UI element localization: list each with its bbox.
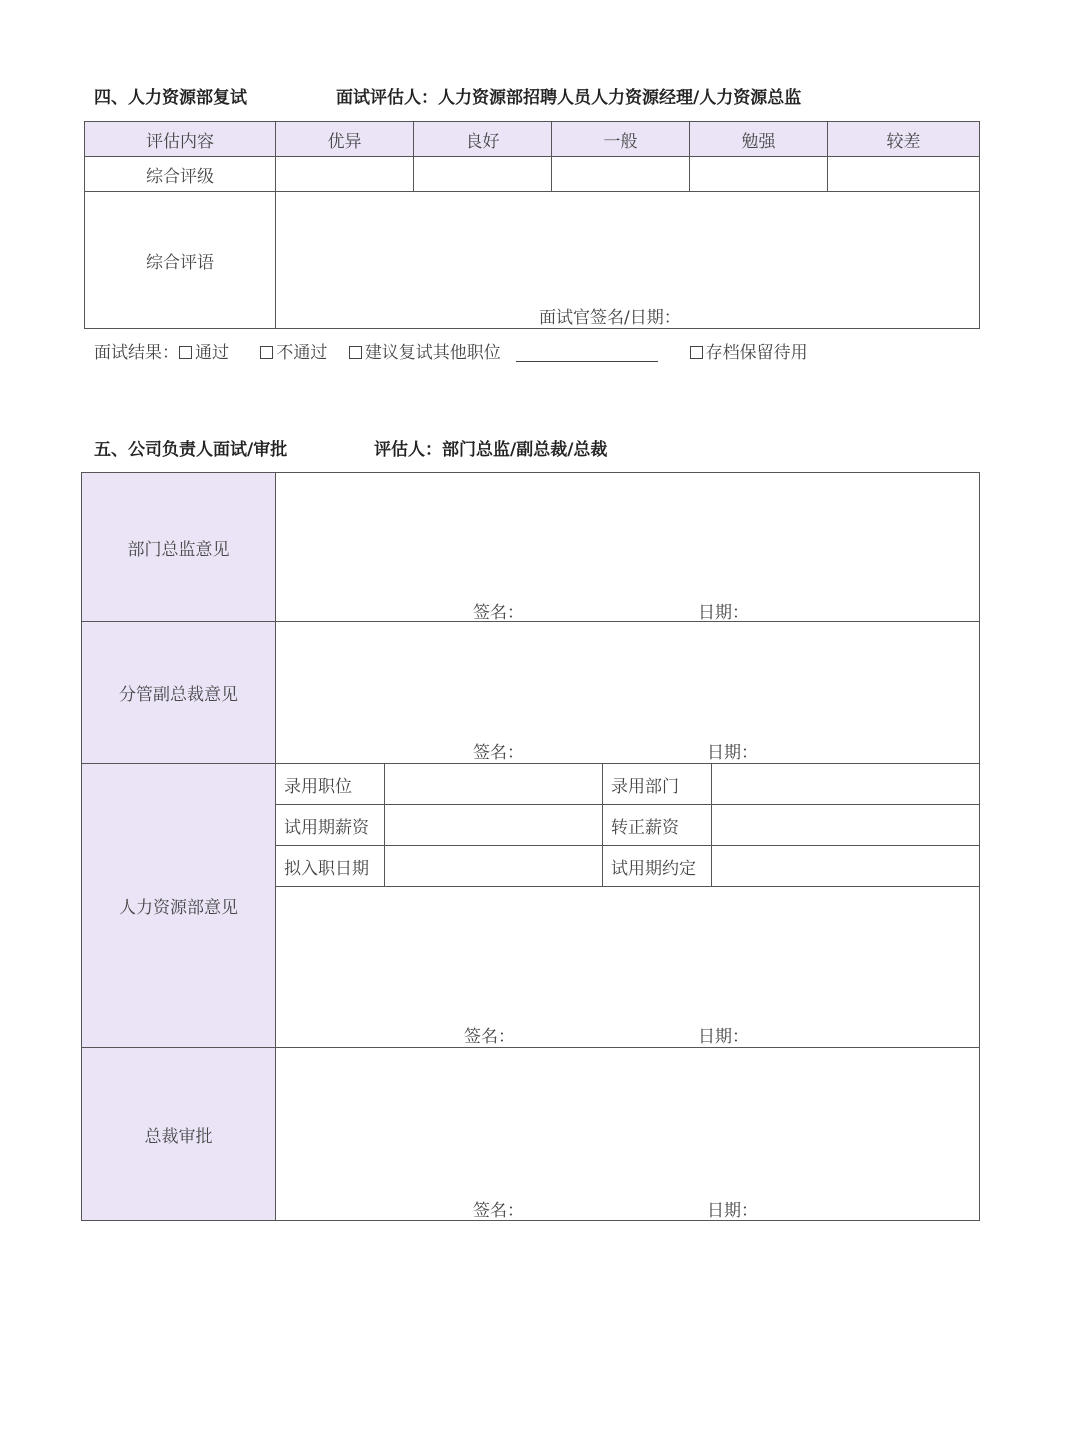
probation-terms-field[interactable] — [712, 846, 980, 887]
regular-salary-label: 转正薪资 — [603, 805, 712, 846]
section5-table — [81, 472, 980, 1221]
level-excellent: 优异 — [276, 122, 414, 157]
probation-salary-label: 试用期薪资 — [276, 805, 385, 846]
other-position-blank[interactable] — [516, 345, 658, 362]
rating-cell-average[interactable] — [552, 157, 690, 192]
section4-title: 四、人力资源部复试 — [94, 88, 247, 108]
option-other-position[interactable]: 建议复试其他职位 — [349, 338, 501, 363]
rating-cell-fair[interactable] — [690, 157, 828, 192]
eval-content-label: 评估内容 — [85, 122, 276, 157]
date-label: 日期： — [698, 1027, 749, 1047]
department-label: 录用部门 — [603, 764, 712, 805]
comment-field[interactable] — [276, 192, 980, 329]
section4-evaluator: 面试评估人：人力资源部招聘人员人力资源经理/人力资源总监 — [336, 88, 802, 108]
vp-label: 分管副总裁意见 — [82, 622, 276, 764]
rating-row — [85, 157, 980, 192]
checkbox-icon[interactable] — [690, 346, 703, 359]
vp-row — [82, 622, 980, 764]
sign-label: 签名： — [473, 1201, 524, 1221]
sign-label: 签名： — [473, 743, 524, 763]
comment-label: 综合评语 — [85, 192, 276, 329]
dept-director-row — [82, 473, 980, 622]
header-row — [85, 122, 980, 157]
interview-result-row — [94, 338, 808, 363]
hr-label: 人力资源部意见 — [82, 764, 276, 1048]
checkbox-icon[interactable] — [349, 346, 362, 359]
start-date-field[interactable] — [385, 846, 603, 887]
start-date-label: 拟入职日期 — [276, 846, 385, 887]
ceo-row — [82, 1048, 980, 1221]
section5-title: 五、公司负责人面试/审批 — [94, 440, 288, 460]
interviewer-signature-label: 面试官签名/日期： — [539, 308, 681, 328]
rating-cell-poor[interactable] — [828, 157, 980, 192]
checkbox-icon[interactable] — [260, 346, 273, 359]
rating-cell-excellent[interactable] — [276, 157, 414, 192]
level-average: 一般 — [552, 122, 690, 157]
comment-row — [85, 192, 980, 329]
position-field[interactable] — [385, 764, 603, 805]
position-label: 录用职位 — [276, 764, 385, 805]
level-fair: 勉强 — [690, 122, 828, 157]
ceo-label: 总裁审批 — [82, 1048, 276, 1221]
date-label: 日期： — [707, 743, 758, 763]
option-fail[interactable]: 不通过 — [260, 338, 327, 363]
option-pass[interactable]: 通过 — [179, 338, 229, 363]
date-label: 日期： — [698, 603, 749, 622]
sign-label: 签名： — [464, 1027, 515, 1047]
hr-opinion[interactable] — [276, 887, 980, 1048]
hr-row-1 — [82, 764, 980, 805]
date-label: 日期： — [707, 1201, 758, 1221]
section5-evaluator: 评估人：部门总监/副总裁/总裁 — [374, 440, 608, 460]
ceo-approval[interactable] — [276, 1048, 980, 1221]
rating-label: 综合评级 — [85, 157, 276, 192]
vp-opinion[interactable] — [276, 622, 980, 764]
sign-label: 签名： — [473, 603, 524, 622]
option-archive[interactable]: 存档保留待用 — [690, 338, 808, 363]
checkbox-icon[interactable] — [179, 346, 192, 359]
probation-salary-field[interactable] — [385, 805, 603, 846]
dept-director-opinion[interactable] — [276, 473, 980, 622]
probation-terms-label: 试用期约定 — [603, 846, 712, 887]
level-good: 良好 — [414, 122, 552, 157]
department-field[interactable] — [712, 764, 980, 805]
level-poor: 较差 — [828, 122, 980, 157]
regular-salary-field[interactable] — [712, 805, 980, 846]
rating-cell-good[interactable] — [414, 157, 552, 192]
interview-result-label: 面试结果： — [94, 343, 179, 363]
dept-director-label: 部门总监意见 — [82, 473, 276, 622]
section4-table — [84, 121, 980, 329]
